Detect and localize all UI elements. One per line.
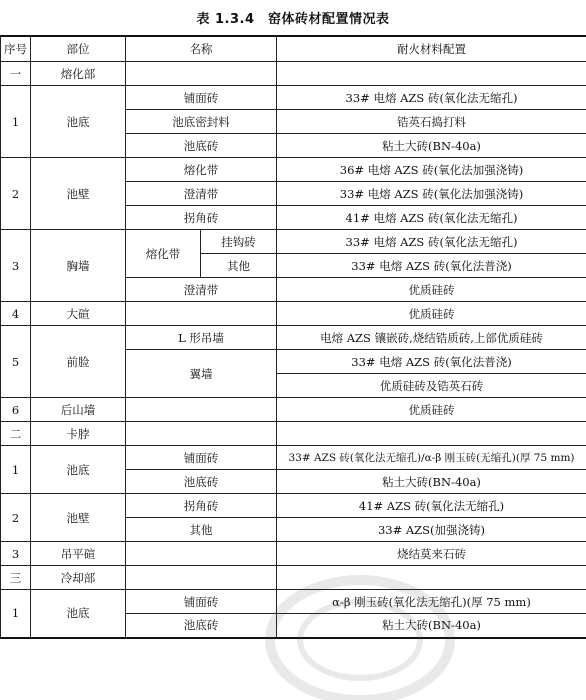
cell-group: 熔化带 [126, 230, 201, 278]
cell-material: 41# AZS 砖(氧化法无缩孔) [277, 494, 586, 518]
cell-sub: 其他 [201, 254, 277, 278]
cell-material: 33# 电熔 AZS 砖(氧化法无缩孔) [277, 86, 586, 110]
cell-part: 冷却部 [31, 566, 126, 590]
cell-part: 池壁 [31, 494, 126, 542]
cell-seq: 1 [1, 590, 31, 638]
cell-material: 优质硅砖 [277, 278, 586, 302]
cell-name [126, 302, 277, 326]
cell-seq: 2 [1, 494, 31, 542]
table-row [1, 230, 586, 254]
header-seq: 序号 [1, 36, 31, 62]
cell-name: 其他 [126, 518, 277, 542]
cell-material: 烧结莫来石砖 [277, 542, 586, 566]
cell-seq: 3 [1, 542, 31, 566]
header-row [1, 36, 586, 62]
cell-material [277, 422, 586, 446]
cell-sub: 挂钩砖 [201, 230, 277, 254]
section-row [1, 422, 586, 446]
cell-seq: 5 [1, 326, 31, 398]
cell-material: 粘土大砖(BN-40a) [277, 470, 586, 494]
cell-part: 池底 [31, 86, 126, 158]
cell-material: 优质硅砖 [277, 398, 586, 422]
material-table [0, 35, 586, 639]
cell-seq: 4 [1, 302, 31, 326]
cell-name [126, 398, 277, 422]
cell-name: 铺面砖 [126, 590, 277, 614]
table-row [1, 86, 586, 110]
cell-material: 锆英石捣打料 [277, 110, 586, 134]
cell-seq: 2 [1, 158, 31, 230]
cell-seq: 3 [1, 230, 31, 302]
header-part: 部位 [31, 36, 126, 62]
section-row [1, 566, 586, 590]
cell-name [126, 566, 277, 590]
cell-name: 池底砖 [126, 614, 277, 638]
cell-name: 澄清带 [126, 182, 277, 206]
table-row [1, 446, 586, 470]
cell-name: 池底砖 [126, 134, 277, 158]
cell-part: 池底 [31, 446, 126, 494]
cell-name: 池底密封料 [126, 110, 277, 134]
cell-material: 41# 电熔 AZS 砖(氧化法无缩孔) [277, 206, 586, 230]
cell-material: 33# 电熔 AZS 砖(氧化法普浇) [277, 254, 586, 278]
cell-name: 熔化带 [126, 158, 277, 182]
cell-material: 33# AZS 砖(氧化法无缩孔)/α-β 刚玉砖(无缩孔)(厚 75 mm) [277, 446, 586, 470]
cell-name [126, 542, 277, 566]
cell-material: 优质硅砖及锆英石砖 [277, 374, 586, 398]
cell-seq: 6 [1, 398, 31, 422]
cell-part: 熔化部 [31, 62, 126, 86]
cell-material: 粘土大砖(BN-40a) [277, 614, 586, 638]
header-material: 耐火材料配置 [277, 36, 586, 62]
cell-name: 翼墙 [126, 350, 277, 398]
table-row [1, 398, 586, 422]
cell-part: 卡脖 [31, 422, 126, 446]
table-row [1, 302, 586, 326]
cell-material: 33# AZS(加强浇铸) [277, 518, 586, 542]
table-row [1, 590, 586, 614]
cell-name: 铺面砖 [126, 446, 277, 470]
cell-part: 池壁 [31, 158, 126, 230]
header-name: 名称 [126, 36, 277, 62]
cell-material: 优质硅砖 [277, 302, 586, 326]
cell-part: 后山墙 [31, 398, 126, 422]
cell-part: 前脸 [31, 326, 126, 398]
cell-name: 拐角砖 [126, 206, 277, 230]
table-row [1, 542, 586, 566]
cell-name: 池底砖 [126, 470, 277, 494]
cell-seq: 1 [1, 86, 31, 158]
cell-material: 33# 电熔 AZS 砖(氧化法加强浇铸) [277, 182, 586, 206]
cell-part: 吊平碹 [31, 542, 126, 566]
cell-name [126, 62, 277, 86]
cell-name: 拐角砖 [126, 494, 277, 518]
cell-material: 粘土大砖(BN-40a) [277, 134, 586, 158]
cell-name: 铺面砖 [126, 86, 277, 110]
cell-material [277, 566, 586, 590]
table-title: 表 1.3.4 窑体砖材配置情况表 [0, 8, 586, 27]
cell-seq: 二 [1, 422, 31, 446]
cell-name: 澄清带 [126, 278, 277, 302]
section-row [1, 62, 586, 86]
cell-seq: 一 [1, 62, 31, 86]
table-row [1, 494, 586, 518]
cell-seq: 1 [1, 446, 31, 494]
cell-material: 33# 电熔 AZS 砖(氧化法无缩孔) [277, 230, 586, 254]
cell-name [126, 422, 277, 446]
cell-material [277, 62, 586, 86]
cell-material: 36# 电熔 AZS 砖(氧化法加强浇铸) [277, 158, 586, 182]
cell-material: 电熔 AZS 镶嵌砖,烧结锆质砖,上部优质硅砖 [277, 326, 586, 350]
cell-part: 大碹 [31, 302, 126, 326]
cell-seq: 三 [1, 566, 31, 590]
cell-material: α-β 刚玉砖(氧化法无缩孔)(厚 75 mm) [277, 590, 586, 614]
cell-part: 池底 [31, 590, 126, 638]
table-row [1, 326, 586, 350]
cell-part: 胸墙 [31, 230, 126, 302]
cell-name: L 形吊墙 [126, 326, 277, 350]
table-row [1, 158, 586, 182]
cell-material: 33# 电熔 AZS 砖(氧化法普浇) [277, 350, 586, 374]
